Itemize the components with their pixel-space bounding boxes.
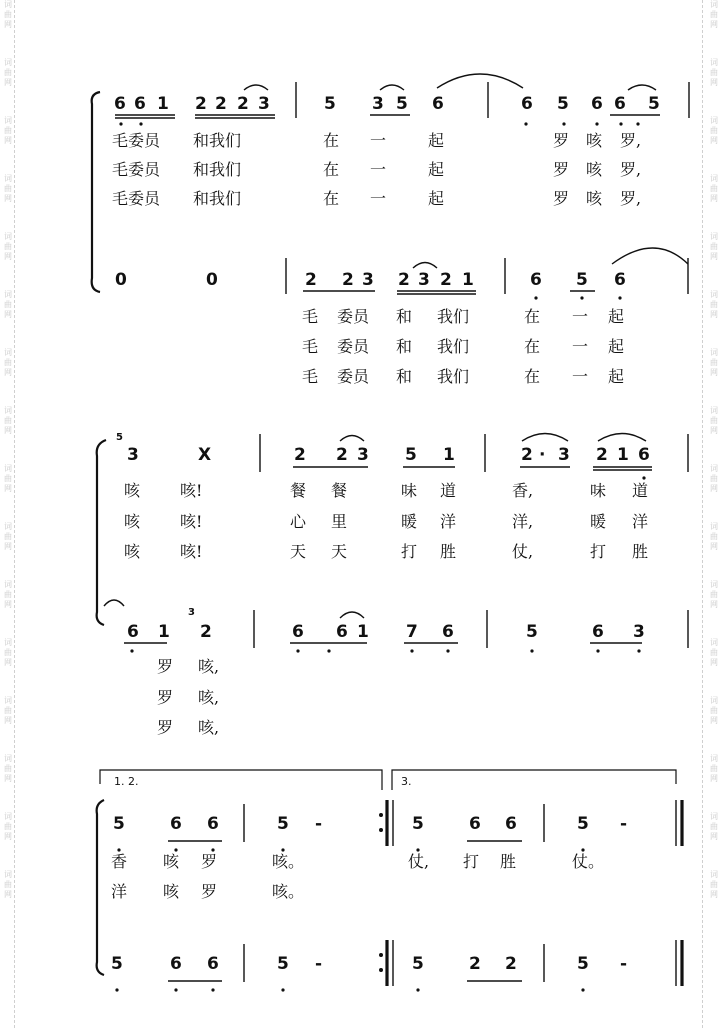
lyric: 道: [440, 481, 457, 500]
lyric: 罗: [553, 131, 570, 150]
watermark-glyph: 网: [4, 600, 12, 609]
lyric: 洋: [440, 512, 457, 531]
watermark-glyph: 词: [710, 812, 718, 821]
watermark-glyph: 网: [710, 136, 718, 145]
watermark-glyph: 网: [4, 20, 12, 29]
watermark-glyph: 网: [710, 542, 718, 551]
note: 5: [576, 270, 588, 290]
watermark-glyph: 网: [710, 252, 718, 261]
lyric: 罗,: [620, 189, 642, 208]
note: 6: [442, 622, 454, 642]
note: 6: [207, 954, 219, 974]
lyric: 毛委员: [112, 160, 161, 179]
note: 2: [200, 622, 212, 642]
watermark-glyph: 网: [4, 310, 12, 319]
lyric: 委员: [337, 367, 370, 386]
volta-label-3: 3.: [401, 775, 412, 788]
watermark-glyph: 词: [710, 348, 718, 357]
watermark-glyph: 词: [710, 406, 718, 415]
lyric: 胜: [500, 852, 517, 871]
note: 6: [432, 94, 444, 114]
watermark-glyph: 网: [4, 890, 12, 899]
watermark-glyph: 网: [710, 368, 718, 377]
note: 3: [357, 445, 369, 465]
watermark-glyph: 词: [710, 464, 718, 473]
watermark-glyph: 网: [4, 368, 12, 377]
watermark-glyph: 词: [4, 870, 12, 879]
lyric: 餐: [331, 481, 348, 500]
lyric: 咳。: [272, 882, 305, 901]
lyric: 和我们: [193, 160, 242, 179]
lyric: 咳: [586, 160, 603, 179]
watermark-glyph: 曲: [710, 242, 718, 251]
watermark-glyph: 曲: [710, 590, 718, 599]
lyric: 一: [572, 307, 589, 326]
lyric: 我们: [437, 307, 470, 326]
watermark-glyph: 曲: [4, 822, 12, 831]
watermark-glyph: 词: [710, 58, 718, 67]
watermark-glyph: 词: [4, 116, 12, 125]
watermark-glyph: 曲: [710, 300, 718, 309]
lyric: 毛委员: [112, 131, 161, 150]
note: ·: [539, 445, 546, 465]
lyric: 一: [370, 131, 387, 150]
watermark-glyph: 网: [4, 194, 12, 203]
watermark-glyph: 网: [710, 774, 718, 783]
watermark-glyph: 曲: [4, 126, 12, 135]
note: 5: [111, 954, 123, 974]
note: 2: [469, 954, 481, 974]
lyric: 和: [396, 337, 413, 356]
note: 5: [324, 94, 336, 114]
note: 2: [521, 445, 533, 465]
watermark-glyph: 词: [710, 290, 718, 299]
lyric: 咳: [163, 882, 180, 901]
lyric: 罗: [201, 852, 218, 871]
lyric: 打: [401, 542, 418, 561]
watermark-glyph: 曲: [4, 300, 12, 309]
lyric: 一: [370, 160, 387, 179]
volta-label-1-2: 1. 2.: [114, 775, 139, 788]
watermark-glyph: 曲: [710, 706, 718, 715]
lyric: 咳: [124, 542, 141, 561]
lyric: 和: [396, 367, 413, 386]
note: 6: [336, 622, 348, 642]
lyric: 心: [290, 512, 307, 531]
watermark-glyph: 词: [4, 812, 12, 821]
lyric: 和我们: [193, 189, 242, 208]
lyric: 罗: [201, 882, 218, 901]
lyric: 起: [428, 131, 445, 150]
watermark-glyph: 词: [4, 464, 12, 473]
lyric: 和我们: [193, 131, 242, 150]
note: 0: [206, 270, 218, 290]
watermark-glyph: 词: [4, 58, 12, 67]
note: 2: [342, 270, 354, 290]
watermark-glyph: 词: [710, 116, 718, 125]
note: 1: [357, 622, 369, 642]
watermark-glyph: 网: [710, 20, 718, 29]
watermark-glyph: 词: [710, 232, 718, 241]
watermark-glyph: 曲: [4, 880, 12, 889]
watermark-glyph: 词: [710, 0, 718, 9]
note: 6: [530, 270, 542, 290]
lyric: 咳,: [198, 688, 220, 707]
watermark-glyph: 曲: [710, 764, 718, 773]
note: 1: [158, 622, 170, 642]
watermark-glyph: 曲: [4, 184, 12, 193]
lyric: 打: [590, 542, 607, 561]
note: 2: [440, 270, 452, 290]
lyric: 里: [331, 512, 348, 531]
lyric: 罗: [157, 688, 174, 707]
lyric: 在: [524, 337, 541, 356]
lyric: 毛: [302, 367, 319, 386]
system-brace: [92, 92, 100, 292]
note: 7: [406, 622, 418, 642]
note: 3: [372, 94, 384, 114]
lyric: 咳: [124, 512, 141, 531]
note: 6: [292, 622, 304, 642]
lyric: 味: [590, 481, 607, 500]
lyric: 罗: [157, 657, 174, 676]
note: 6: [614, 94, 626, 114]
lyric: 暖: [590, 512, 607, 531]
watermark-glyph: 曲: [4, 10, 12, 19]
lyric: 洋,: [512, 512, 534, 531]
volta-3: [392, 770, 676, 790]
lyric: 味: [401, 481, 418, 500]
note: 5: [577, 814, 589, 834]
note: 6: [638, 445, 650, 465]
watermark-glyph: 网: [4, 716, 12, 725]
lyric: 起: [428, 189, 445, 208]
watermark-glyph: 词: [710, 754, 718, 763]
note: 2: [215, 94, 227, 114]
watermark-glyph: 曲: [710, 822, 718, 831]
watermark-glyph: 网: [4, 426, 12, 435]
note: 6: [170, 814, 182, 834]
note: 5: [113, 814, 125, 834]
lyric: 道: [632, 481, 649, 500]
note: 6: [505, 814, 517, 834]
watermark-glyph: 网: [4, 542, 12, 551]
lyric: 在: [323, 160, 340, 179]
volta-1-2: [100, 770, 382, 790]
note: 5: [412, 814, 424, 834]
lyric: 咳,: [198, 657, 220, 676]
note: 5: [277, 814, 289, 834]
lyric: 一: [572, 337, 589, 356]
note: 5: [526, 622, 538, 642]
note: 5: [405, 445, 417, 465]
watermark-glyph: 网: [4, 136, 12, 145]
note: 6: [170, 954, 182, 974]
lyric: 胜: [632, 542, 649, 561]
watermark-glyph: 词: [710, 580, 718, 589]
watermark-glyph: 词: [710, 638, 718, 647]
watermark-glyph: 词: [4, 696, 12, 705]
note: 2: [596, 445, 608, 465]
note: 6: [134, 94, 146, 114]
watermark-glyph: 曲: [710, 126, 718, 135]
watermark-glyph: 曲: [710, 10, 718, 19]
watermark-glyph: 网: [4, 832, 12, 841]
note: 1: [443, 445, 455, 465]
watermark-glyph: 曲: [4, 474, 12, 483]
note: 2: [237, 94, 249, 114]
watermark-glyph: 网: [710, 426, 718, 435]
note: 2: [294, 445, 306, 465]
watermark-glyph: 曲: [710, 532, 718, 541]
lyric: 起: [428, 160, 445, 179]
lyric: 咳!: [180, 481, 203, 500]
lyric: 天: [331, 542, 348, 561]
lyric: 我们: [437, 367, 470, 386]
note: 5: [648, 94, 660, 114]
note: 3: [558, 445, 570, 465]
note: 5: [577, 954, 589, 974]
watermark-glyph: 网: [710, 832, 718, 841]
lyric: 在: [524, 307, 541, 326]
watermark-glyph: 网: [710, 310, 718, 319]
lyric: 仗,: [408, 852, 430, 871]
watermark-glyph: 网: [4, 484, 12, 493]
watermark-glyph: 网: [4, 658, 12, 667]
lyric: 咳,: [198, 718, 220, 737]
lyric: 打: [463, 852, 480, 871]
watermark-glyph: 曲: [710, 648, 718, 657]
lyric: 咳: [163, 852, 180, 871]
watermark-glyph: 网: [4, 252, 12, 261]
lyric: 胜: [440, 542, 457, 561]
lyric: 在: [323, 189, 340, 208]
watermark-glyph: 曲: [4, 764, 12, 773]
note: 6: [127, 622, 139, 642]
note: 2: [505, 954, 517, 974]
watermark-glyph: 网: [710, 716, 718, 725]
note: 6: [591, 94, 603, 114]
watermark-glyph: 曲: [4, 358, 12, 367]
note: 6: [592, 622, 604, 642]
note: 2: [305, 270, 317, 290]
lyric: 餐: [290, 481, 307, 500]
note: -: [620, 954, 628, 974]
watermark-glyph: 词: [4, 232, 12, 241]
watermark-glyph: 曲: [4, 590, 12, 599]
lyric: 罗: [157, 718, 174, 737]
lyric: 毛: [302, 337, 319, 356]
watermark-glyph: 词: [4, 580, 12, 589]
note: 5: [412, 954, 424, 974]
lyric: 起: [608, 367, 625, 386]
lyric: 咳。: [272, 852, 305, 871]
watermark-glyph: 曲: [4, 416, 12, 425]
grace-note: 3: [188, 607, 195, 618]
lyric: 香,: [512, 481, 534, 500]
watermark-glyph: 网: [710, 78, 718, 87]
lyric: 起: [608, 337, 625, 356]
lyric: 罗,: [620, 160, 642, 179]
watermark-glyph: 网: [4, 774, 12, 783]
watermark-glyph: 网: [710, 600, 718, 609]
note: 5: [396, 94, 408, 114]
grace-note: 5: [116, 432, 123, 443]
watermark-glyph: 词: [4, 0, 12, 9]
note: 6: [521, 94, 533, 114]
note: 6: [469, 814, 481, 834]
lyric: 在: [323, 131, 340, 150]
lyric: 一: [370, 189, 387, 208]
watermark-glyph: 曲: [710, 474, 718, 483]
note: 6: [614, 270, 626, 290]
watermark-glyph: 曲: [4, 706, 12, 715]
watermark-glyph: 曲: [4, 648, 12, 657]
system-brace: [97, 440, 106, 625]
watermark-glyph: 曲: [4, 68, 12, 77]
watermark-glyph: 词: [4, 174, 12, 183]
watermark-glyph: 网: [4, 78, 12, 87]
watermark-glyph: 词: [4, 522, 12, 531]
lyric: 香: [111, 852, 128, 871]
note: 3: [127, 445, 139, 465]
watermark-glyph: 词: [4, 754, 12, 763]
lyric: 咳!: [180, 512, 203, 531]
lyric: 一: [572, 367, 589, 386]
note: 1: [157, 94, 169, 114]
watermark-glyph: 网: [710, 194, 718, 203]
lyric: 罗,: [620, 131, 642, 150]
lyric: 委员: [337, 337, 370, 356]
watermark-glyph: 曲: [710, 880, 718, 889]
watermark-glyph: 网: [710, 890, 718, 899]
note: 6: [114, 94, 126, 114]
lyric: 起: [608, 307, 625, 326]
lyric: 天: [290, 542, 307, 561]
note: 0: [115, 270, 127, 290]
note: 3: [258, 94, 270, 114]
lyric: 我们: [437, 337, 470, 356]
note: X: [198, 445, 212, 465]
note: 5: [557, 94, 569, 114]
note: -: [315, 814, 323, 834]
watermark-glyph: 词: [4, 406, 12, 415]
note: 3: [362, 270, 374, 290]
watermark-glyph: 词: [710, 174, 718, 183]
note: 5: [277, 954, 289, 974]
lyric: 毛: [302, 307, 319, 326]
lyric: 和: [396, 307, 413, 326]
watermark-glyph: 曲: [710, 184, 718, 193]
watermark-glyph: 词: [4, 348, 12, 357]
watermark-glyph: 词: [710, 696, 718, 705]
note: -: [315, 954, 323, 974]
lyric: 咳: [124, 481, 141, 500]
lyric: 咳: [586, 131, 603, 150]
watermark-glyph: 词: [4, 290, 12, 299]
note: 1: [462, 270, 474, 290]
watermark-glyph: 曲: [710, 68, 718, 77]
note: 3: [633, 622, 645, 642]
watermark-glyph: 网: [710, 658, 718, 667]
note: 2: [336, 445, 348, 465]
watermark-glyph: 曲: [4, 242, 12, 251]
lyric: 仗,: [512, 542, 534, 561]
note: 3: [418, 270, 430, 290]
note: -: [620, 814, 628, 834]
watermark-glyph: 词: [4, 638, 12, 647]
watermark-glyph: 曲: [710, 358, 718, 367]
lyric: 在: [524, 367, 541, 386]
watermark-glyph: 词: [710, 870, 718, 879]
lyric: 仗。: [572, 852, 605, 871]
lyric: 毛委员: [112, 189, 161, 208]
watermark-glyph: 网: [710, 484, 718, 493]
note: 2: [398, 270, 410, 290]
lyric: 委员: [337, 307, 370, 326]
lyric: 咳!: [180, 542, 203, 561]
system-brace: [97, 800, 104, 975]
watermark-glyph: 曲: [4, 532, 12, 541]
lyric: 暖: [401, 512, 418, 531]
lyric: 罗: [553, 160, 570, 179]
note: 2: [195, 94, 207, 114]
watermark-glyph: 词: [710, 522, 718, 531]
note: 1: [617, 445, 629, 465]
note: 6: [207, 814, 219, 834]
lyric: 洋: [111, 882, 128, 901]
lyric: 洋: [632, 512, 649, 531]
watermark-glyph: 曲: [710, 416, 718, 425]
lyric: 咳: [586, 189, 603, 208]
lyric: 罗: [553, 189, 570, 208]
